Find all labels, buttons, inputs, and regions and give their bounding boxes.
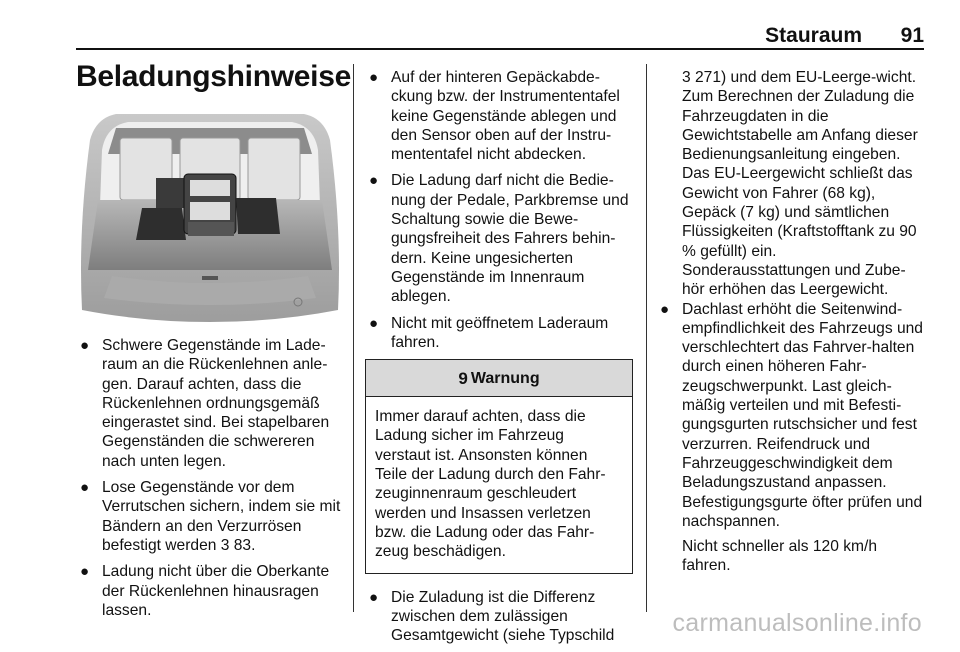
bullet-icon: ● (369, 588, 379, 606)
paragraph: Zum Berechnen der Zuladung die Fahrzeugdaten in die Gewichtstabelle am Anfang dieser Bedienungsanleitung eingeben. (682, 88, 918, 164)
list-item-text: Auf der hinteren Gepäckabde-ckung bzw. der Instrumententafel keine Gegenstände ablegen und den Sensor oben auf der Instru-mententafel nicht abdecken. (391, 69, 620, 164)
list-item (76, 478, 344, 555)
warning-text: Immer darauf achten, dass die Ladung sicher im Fahrzeug verstaut ist. Ansonsten können Teile der Ladung durch den Fahr-zeuginnenraum geschleudert werden und Insassen verletzen bzw. die Ladung oder das Fahr-zeug beschädigen. (375, 408, 606, 561)
list-item-text: Die Ladung darf nicht die Bedie-nung der Pedale, Parkbremse und Schaltung sowie die Bewe-gungsfreiheit des Fahrers behin-dern. Keine ungesicherten Gegenstände im Innenraum ablegen. (391, 172, 629, 306)
list-item (365, 171, 633, 306)
bullet-icon: ● (369, 69, 379, 86)
list-item (365, 314, 633, 353)
cargo-area-illustration (76, 110, 344, 322)
list-item-text: Ladung nicht über die Oberkante der Rückenlehnen hinausragen lassen. (102, 563, 330, 619)
paragraph: Das EU-Leergewicht schließt das Gewicht von Fahrer (68 kg), Gepäck (7 kg) und sämtlichen Flüssigkeiten (Kraftstofftank zu 90 % gefüllt) ein. (682, 165, 917, 260)
left-column (76, 336, 344, 627)
list-item-text: Nicht mit geöffnetem Laderaum fahren. (391, 314, 609, 351)
warning-header (366, 360, 632, 397)
column-divider-1 (353, 64, 354, 612)
bullet-icon: ● (369, 314, 379, 332)
list-item-text: Dachlast erhöht die Seitenwind-empfindlichkeit des Fahrzeugs und verschlechtert das Fahrver-halten durch einen höheren Fahr-zeugschwerpunkt. Last gleich-mäßig verteilen und mit Befesti-gungsgurten rutschsicher und fest verzurren. Reifendruck und Fahrzeuggeschwindigkeit dem Beladungszustand anpassen. Befestigungsgurte öfter prüfen und nachspannen. (682, 300, 923, 530)
bullet-icon: ● (80, 479, 90, 497)
page-title: Beladungshinweise (76, 60, 351, 93)
page-number: 91 (900, 24, 924, 47)
section-title: Stauraum (765, 24, 862, 47)
warning-title: Warnung (470, 369, 540, 387)
header-rule (76, 48, 924, 50)
bullet-icon: ● (369, 172, 379, 190)
warning-triangle-icon: 9 (458, 368, 468, 388)
list-item (656, 300, 928, 532)
list-item (365, 68, 633, 164)
list-item-text: Die Zuladung ist die Differenz zwischen dem zulässigen Gesamtgewicht (siehe Typschild (391, 588, 615, 645)
right-column (656, 68, 928, 576)
list-item-text: Lose Gegenstände vor dem Verrutschen sichern, indem sie mit Bändern an den Verzurrösen befestigt werden 3 83. (102, 479, 341, 554)
middle-column (365, 68, 633, 652)
list-item (76, 562, 344, 620)
bullet-icon: ● (660, 300, 670, 318)
column-divider-2 (646, 64, 647, 612)
bullet-icon: ● (80, 563, 90, 581)
watermark: carmanualsonline.info (672, 609, 922, 637)
paragraph: 3 271) und dem EU-Leerge-wicht. (682, 69, 917, 86)
paragraph: Nicht schneller als 120 km/h fahren. (682, 538, 878, 575)
paragraph: Sonderausstattungen und Zube-hör erhöhen das Leergewicht. (682, 261, 906, 299)
page-header (76, 18, 924, 48)
list-item (365, 588, 633, 646)
warning-box (365, 359, 633, 573)
list-item-text: Schwere Gegenstände im Lade-raum an die Rückenlehnen anle-gen. Darauf achten, dass die Rückenlehnen ordnungsgemäß eingerastet sind. Bei stapelbaren Gegenständen die schwereren nach unten legen. (102, 337, 330, 470)
list-item (76, 336, 344, 471)
bullet-icon: ● (80, 337, 90, 354)
